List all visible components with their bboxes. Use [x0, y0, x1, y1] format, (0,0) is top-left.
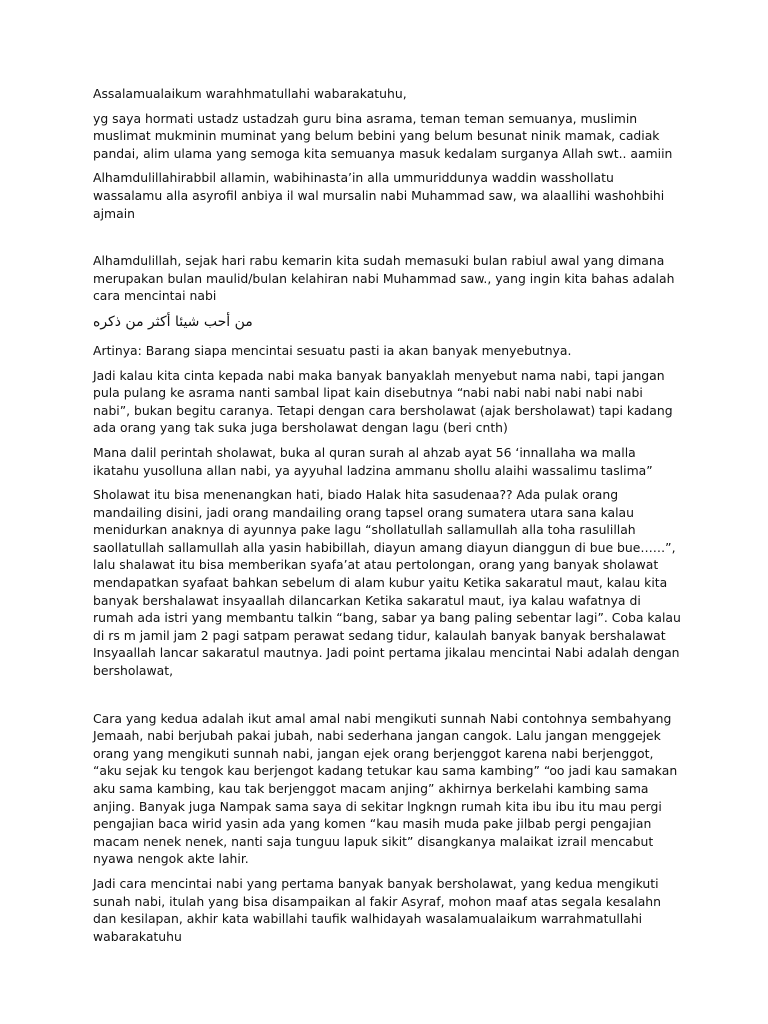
blank-line	[93, 229, 683, 252]
blank-line	[93, 687, 683, 710]
mention-nabi-paragraph: Jadi kalau kita cinta kepada nabi maka banyak banyaklah menyebut nama nabi, tapi jangan pula pulang ke asrama nanti sambal lipat kain disebutnya “nabi nabi nabi nabi nabi nabi nabi”, bukan begitu caranya. Tetapi dengan cara bersholawat (ajak bersholawat) tapi kadang ada orang yang tak suka juga bersholawat dengan lagu (beri cnth)	[93, 367, 673, 436]
arabic-quote: من أحب شيئا أكثر من ذكره	[93, 313, 253, 330]
greeting-paragraph: Assalamualaikum warahhmatullahi wabarakatuhu,	[93, 86, 407, 101]
opening-prayer-paragraph: Alhamdulillahirabbil allamin, wabihinasta’in alla ummuriddunya waddin wasshollatu wassalamu alla asyrofil anbiya il wal mursalin nabi Muhammad saw, wa alaallihi washohbihi ajmain	[93, 170, 665, 221]
sholawat-benefit-paragraph: Sholawat itu bisa menenangkan hati, biado Halak hita sasudenaa?? Ada pulak orang mandailing disini, jadi orang mandailing orang tapsel orang sumatera utara sana kalau menidurkan anaknya di ayunnya pake lagu “shollatullah sallamullah alla toha rasulillah saollatullah sallamullah alla yasin habibillah, diayun amang diayun dianggun di bue bue……”, lalu shalawat itu bisa memberikan syafa’at atau pertolongan, orang yang banyak sholawat mendapatkan syafaat bahkan sebelum di alam kubur yaitu Ketika sakaratul maut, kalau kita banyak bershalawat insyaallah dilancarkan Ketika sakaratul maut, iya kalau wafatnya di rumah ada istri yang membantu talkin “bang, sabar ya bang paling sebentar lagi”. Coba kalau di rs m jamil jam 2 pagi satpam perawat sedang tidur, kalaulah banyak banyak bershalawat Insyaallah lancar sakaratul mautnya. Jadi point pertama jikalau mencintai Nabi adalah dengan bersholawat,	[93, 487, 681, 679]
intro-paragraph: Alhamdulillah, sejak hari rabu kemarin kita sudah memasuki bulan rabiul awal yang dimana merupakan bulan maulid/bulan kelahiran nabi Muhammad saw., yang ingin kita bahas adalah cara mencintai nabi	[93, 253, 675, 304]
second-way-paragraph: Cara yang kedua adalah ikut amal amal nabi mengikuti sunnah Nabi contohnya sembahyang Jemaah, nabi berjubah pakai jubah, nabi sederhana jangan cangok. Lalu jangan menggejek orang yang mengikuti sunnah nabi, jangan ejek orang berjenggot karena nabi berjenggot, “aku sejak ku tengok kau berjengot kadang tetukar kau sama kambing” “oo jadi kau samakan aku sama kambing, kau tak berjenggot macam anjing” akhirnya berkelahi kambing sama anjing. Banyak juga Nampak sama saya di sekitar lngkngn rumah kita ibu ibu itu mau pergi pengajian baca wirid yasin ada yang komen “kau masih muda pake jilbab pergi pengajian macam nenek nenek, nanti saja tunguu lapuk sikit” disangkanya malaikat izrail mencabut nyawa nengok akte lahir.	[93, 710, 678, 867]
salutation-paragraph: yg saya hormati ustadz ustadzah guru bina asrama, teman teman semuanya, muslimin muslimat mukminin muminat yang belum bebini yang belum besunat ninik mamak, cadiak pandai, alim ulama yang semoga kita semuanya masuk kedalam surganya Allah swt.. aamiin	[93, 110, 673, 161]
document-body	[93, 85, 683, 952]
dalil-paragraph: Mana dalil perintah sholawat, buka al quran surah al ahzab ayat 56 ‘innallaha wa malla ikatahu yusolluna allan nabi, ya ayyuhal ladzina ammanu shollu alaihi wassalimu taslima”	[93, 444, 653, 478]
translation-paragraph: Artinya: Barang siapa mencintai sesuatu pasti ia akan banyak menyebutnya.	[93, 342, 572, 358]
closing-paragraph: Jadi cara mencintai nabi yang pertama banyak banyak bersholawat, yang kedua mengikuti sunah nabi, itulah yang bisa disampaikan al fakir Asyraf, mohon maaf atas segala kesalahn dan kesilapan, akhir kata wabillahi taufik walhidayah wasalamualaikum warrahmatullahi wabarakatuhu	[93, 875, 662, 944]
